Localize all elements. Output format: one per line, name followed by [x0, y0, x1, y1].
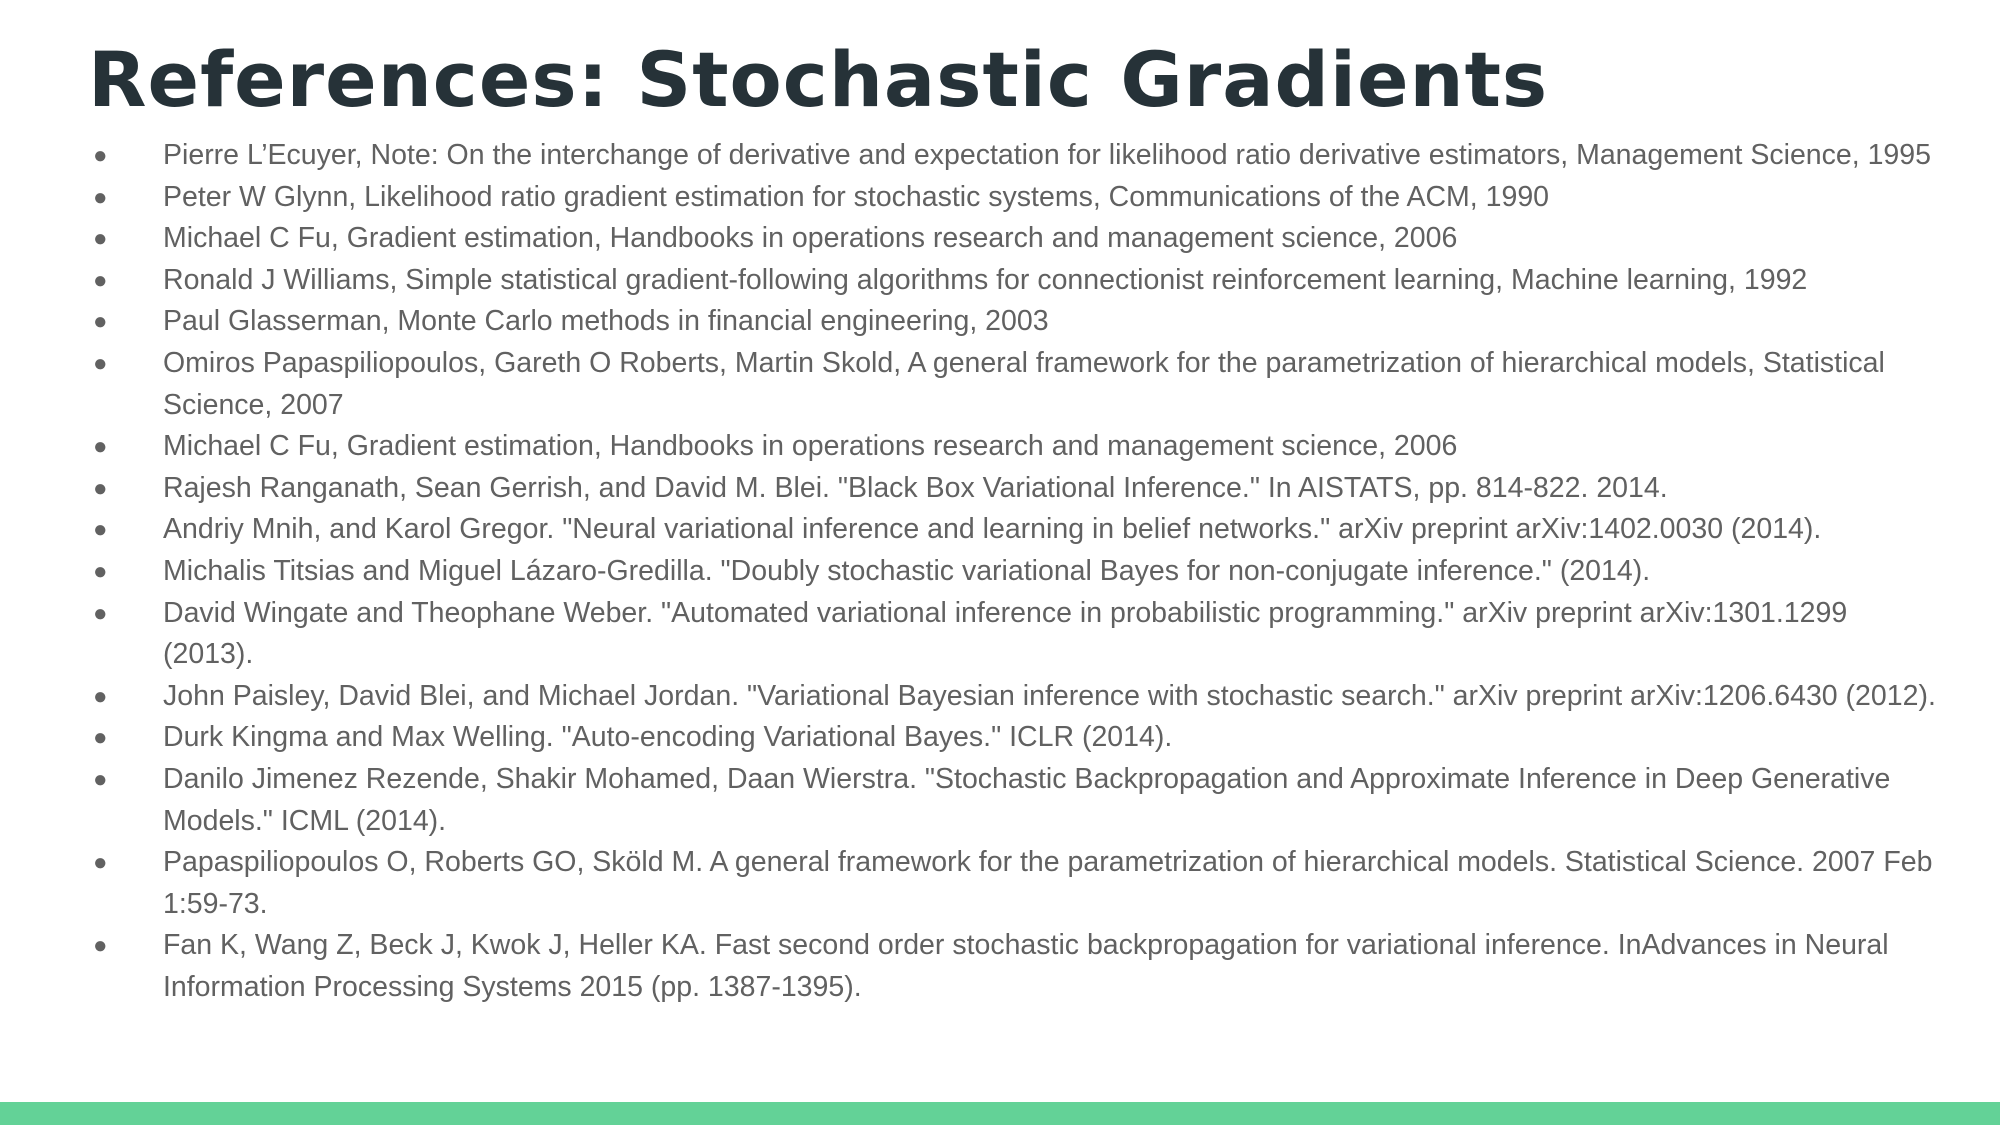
- bullet-icon: ●: [93, 308, 108, 336]
- bullet-icon: ●: [93, 142, 108, 169]
- bullet-icon: ●: [93, 682, 108, 710]
- bullet-icon: ●: [93, 599, 108, 627]
- reference-item: [0, 218, 2000, 260]
- reference-list: [0, 135, 2000, 1008]
- bullet-icon: ●: [93, 433, 108, 461]
- reference-text: David Wingate and Theophane Weber. "Automated variational inference in probabilistic programming." arXiv preprint arXiv:1301.1299 (2013).: [163, 596, 1848, 671]
- reference-item: [0, 842, 2000, 925]
- bullet-icon: ●: [93, 349, 108, 377]
- reference-text: Fan K, Wang Z, Beck J, Kwok J, Heller KA. Fast second order stochastic backpropagation for variational inference. InAdvances in Neural Information Processing Systems 2015 (pp. 1387-1395).: [163, 929, 1889, 1003]
- reference-text: Rajesh Ranganath, Sean Gerrish, and David M. Blei. "Black Box Variational Inference." In AISTATS, pp. 814-822. 2014.: [163, 471, 1668, 504]
- reference-text: Ronald J Williams, Simple statistical gradient-following algorithms for connectionist reinforcement learning, Machine learning, 1992: [163, 263, 1808, 296]
- reference-text: Omiros Papaspiliopoulos, Gareth O Roberts, Martin Skold, A general framework for the parametrization of hierarchical models, Statistical Science, 2007: [163, 346, 1885, 421]
- reference-text: Michael C Fu, Gradient estimation, Handbooks in operations research and management science, 2006: [163, 430, 1458, 463]
- reference-item: [0, 135, 2000, 177]
- reference-item: [0, 717, 2000, 759]
- reference-text: Durk Kingma and Max Welling. "Auto-encoding Variational Bayes." ICLR (2014).: [163, 721, 1173, 754]
- reference-text: Papaspiliopoulos O, Roberts GO, Sköld M. A general framework for the parametrization of hierarchical models. Statistical Science. 2007 Feb 1:59-73.: [163, 846, 1933, 920]
- reference-text: Pierre L’Ecuyer, Note: On the interchange of derivative and expectation for likelihood ratio derivative estimators, Management Science, 1995: [163, 139, 1931, 171]
- reference-item: [0, 301, 2000, 343]
- reference-item: [0, 676, 2000, 718]
- bullet-icon: ●: [93, 516, 108, 544]
- bullet-icon: ●: [93, 225, 108, 253]
- slide-title: References: Stochastic Gradients: [88, 35, 1549, 124]
- reference-item: [0, 593, 2000, 676]
- reference-text: Paul Glasserman, Monte Carlo methods in financial engineering, 2003: [163, 305, 1049, 338]
- reference-item: [0, 177, 2000, 219]
- reference-item: [0, 759, 2000, 842]
- reference-text: John Paisley, David Blei, and Michael Jordan. "Variational Bayesian inference with stochastic search." arXiv preprint arXiv:1206.6430 (2012).: [163, 679, 1936, 712]
- bullet-icon: ●: [93, 266, 108, 294]
- reference-item: [0, 426, 2000, 468]
- reference-text: Michalis Titsias and Miguel Lázaro-Gredilla. "Doubly stochastic variational Bayes for non-conjugate inference." (2014).: [163, 554, 1651, 587]
- reference-item: [0, 260, 2000, 302]
- footer-accent-bar: [0, 1102, 2000, 1125]
- bullet-icon: ●: [93, 849, 108, 877]
- reference-item: [0, 551, 2000, 593]
- bullet-icon: ●: [93, 183, 108, 211]
- reference-text: Michael C Fu, Gradient estimation, Handbooks in operations research and management science, 2006: [163, 222, 1458, 255]
- bullet-icon: ●: [93, 932, 108, 960]
- reference-item: [0, 343, 2000, 426]
- reference-item: [0, 925, 2000, 1008]
- reference-item: [0, 468, 2000, 510]
- reference-text: Peter W Glynn, Likelihood ratio gradient estimation for stochastic systems, Communications of the ACM, 1990: [163, 180, 1550, 213]
- reference-text: Danilo Jimenez Rezende, Shakir Mohamed, Daan Wierstra. "Stochastic Backpropagation and Approximate Inference in Deep Generative Models." ICML (2014).: [163, 762, 1891, 837]
- bullet-icon: ●: [93, 557, 108, 585]
- bullet-icon: ●: [93, 724, 108, 752]
- bullet-icon: ●: [93, 474, 108, 502]
- bullet-icon: ●: [93, 765, 108, 793]
- reference-text: Andriy Mnih, and Karol Gregor. "Neural variational inference and learning in belief networks." arXiv preprint arXiv:1402.0030 (2014).: [163, 513, 1822, 546]
- reference-item: [0, 509, 2000, 551]
